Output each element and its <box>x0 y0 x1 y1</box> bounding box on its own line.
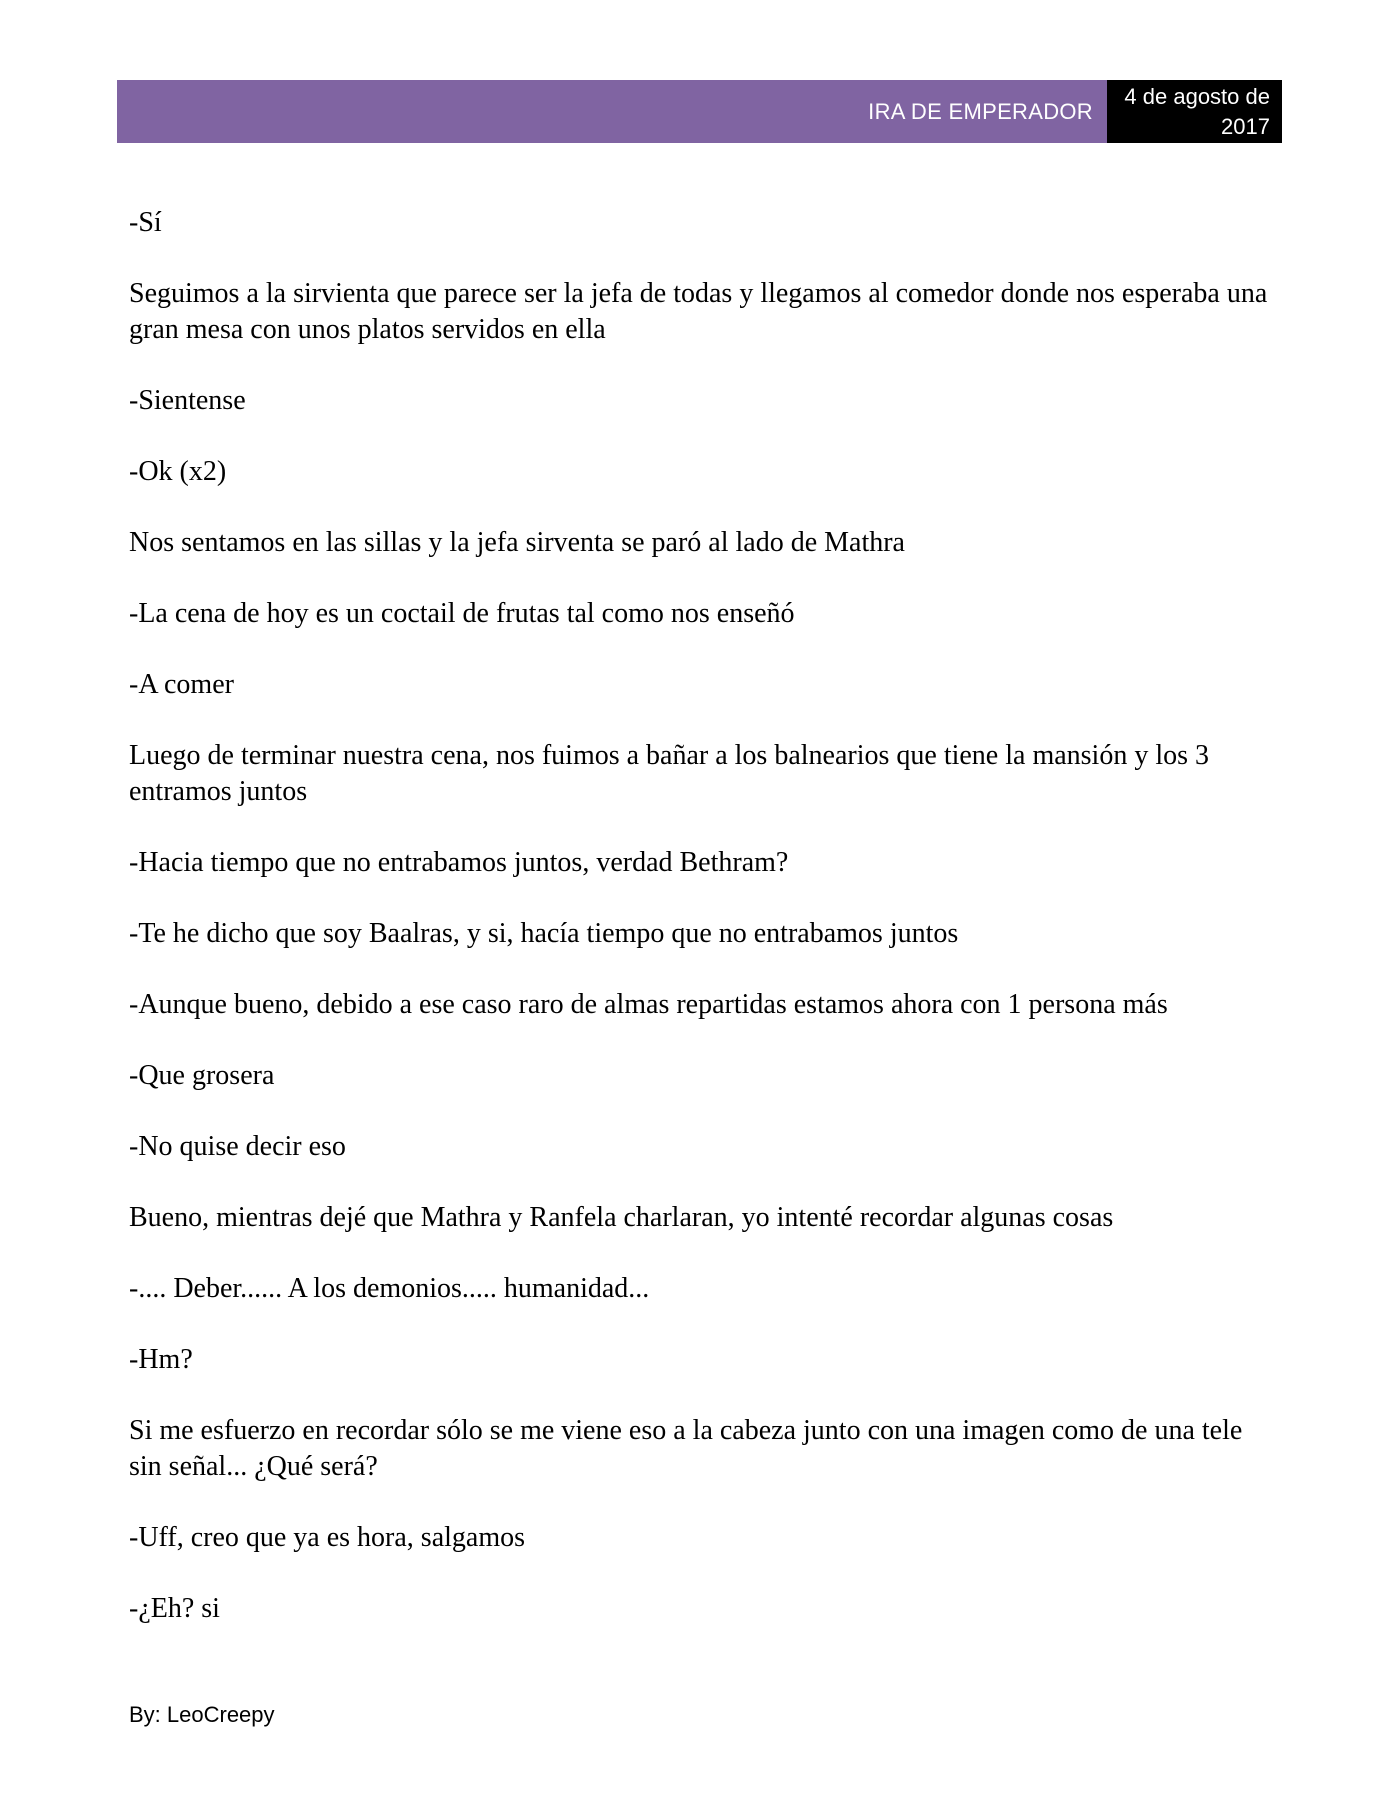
paragraph: -A comer <box>129 669 234 700</box>
paragraph: -Hm? <box>129 1344 193 1375</box>
paragraph: -La cena de hoy es un coctail de frutas tal como nos enseñó <box>129 598 795 629</box>
paragraph: -Te he dicho que soy Baalras, y si, hacía tiempo que no entrabamos juntos <box>129 918 959 949</box>
paragraph: Luego de terminar nuestra cena, nos fuimos a bañar a los balnearios que tiene la mansión y los 3 entramos juntos <box>129 740 1209 807</box>
paragraph: -Aunque bueno, debido a ese caso raro de almas repartidas estamos ahora con 1 persona más <box>129 989 1168 1020</box>
header-bar <box>117 80 1107 143</box>
header-date <box>1107 80 1282 143</box>
paragraph: -Sientense <box>129 385 246 416</box>
paragraph: Seguimos a la sirvienta que parece ser la jefa de todas y llegamos al comedor donde nos esperaba una gran mesa con unos platos servidos en ella <box>129 278 1268 345</box>
header-title: IRA DE EMPERADOR <box>868 99 1093 124</box>
footer-author: By: LeoCreepy <box>129 1702 275 1727</box>
body-text <box>129 205 1269 1662</box>
paragraph: -Sí <box>129 207 162 238</box>
paragraph: -Uff, creo que ya es hora, salgamos <box>129 1522 526 1553</box>
header-date-line2: 2017 <box>1221 114 1270 139</box>
paragraph: -¿Eh? si <box>129 1593 220 1624</box>
header-date-line1: 4 de agosto de <box>1124 84 1270 109</box>
paragraph: -Ok (x2) <box>129 456 227 487</box>
paragraph: -.... Deber...... A los demonios..... humanidad... <box>129 1273 650 1304</box>
paragraph: Si me esfuerzo en recordar sólo se me viene eso a la cabeza junto con una imagen como de una tele sin señal... ¿Qué será? <box>129 1415 1243 1482</box>
paragraph: -Que grosera <box>129 1060 275 1091</box>
paragraph: -No quise decir eso <box>129 1131 346 1162</box>
paragraph: Nos sentamos en las sillas y la jefa sirventa se paró al lado de Mathra <box>129 527 905 558</box>
paragraph: Bueno, mientras dejé que Mathra y Ranfela charlaran, yo intenté recordar algunas cosas <box>129 1202 1114 1233</box>
paragraph: -Hacia tiempo que no entrabamos juntos, verdad Bethram? <box>129 847 789 878</box>
